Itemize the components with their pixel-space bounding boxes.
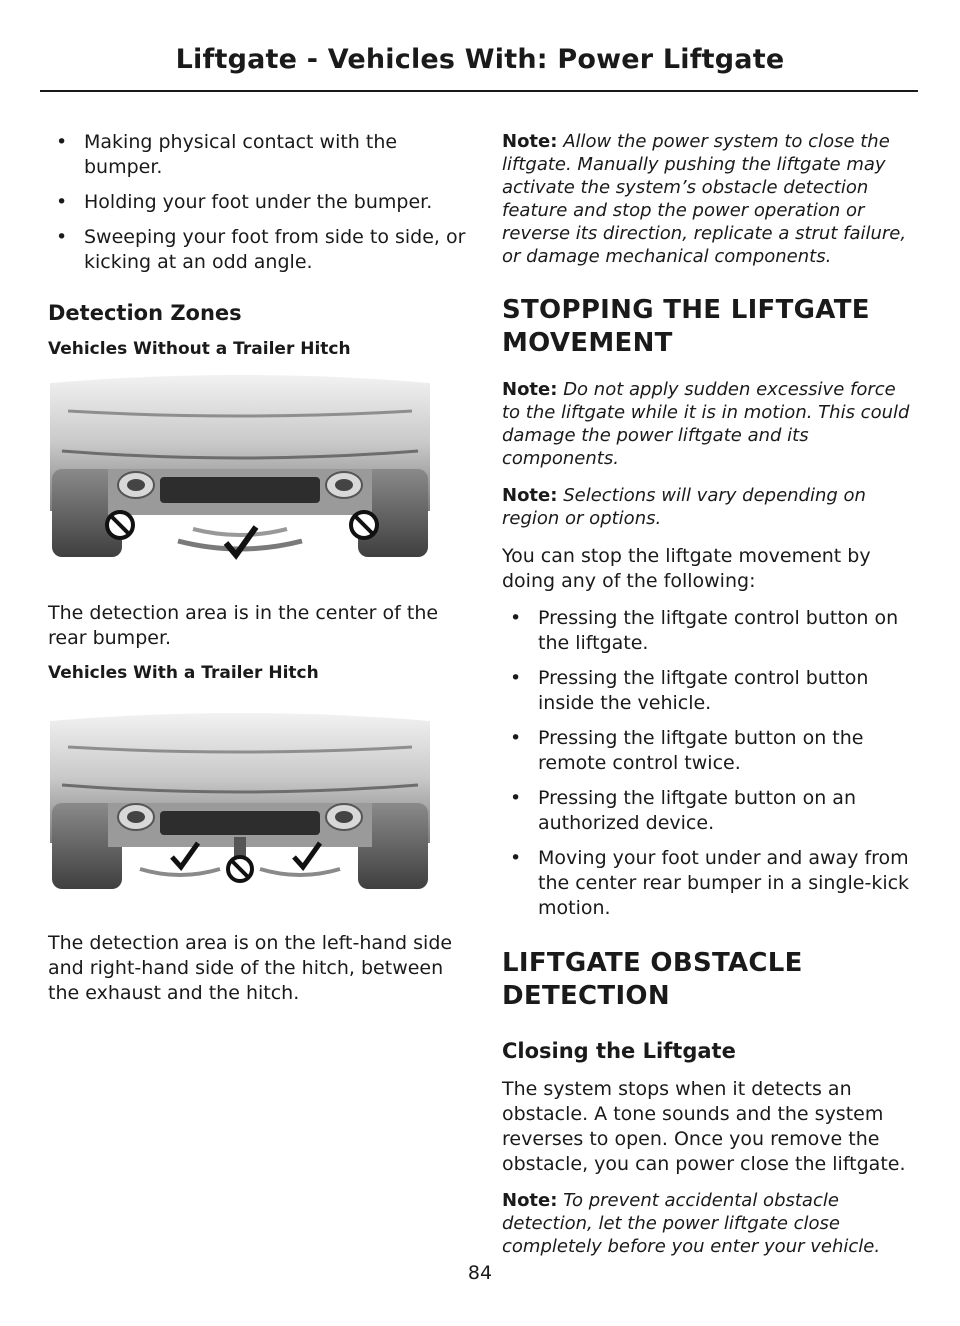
bumper-detection-figure-hitch (48, 711, 432, 901)
header-divider (40, 90, 918, 92)
bumper-detection-figure-no-hitch (48, 373, 432, 573)
closing-heading: Closing the Liftgate (502, 1039, 736, 1063)
without-hitch-heading: Vehicles Without a Trailer Hitch (48, 339, 351, 359)
detection-zones-heading: Detection Zones (48, 301, 242, 325)
list-item: • Pressing the liftgate control button on the liftgate. (510, 607, 899, 654)
no-zone-icon (107, 512, 133, 538)
note-sudden-force (502, 378, 918, 470)
note-text: Allow the power system to close the liftgate. Manually pushing the liftgate may activate the system’s obstacle detection feature and stop the power operation or reverse its direction, replicate a strut failure, or damage mechanical components. (502, 131, 907, 267)
with-hitch-heading: Vehicles With a Trailer Hitch (48, 663, 319, 683)
stop-intro: You can stop the liftgate movement by doing any of the following: (502, 545, 871, 592)
note-label: Note: (502, 379, 558, 400)
no-zone-icon (228, 857, 252, 881)
list-item: • Holding your foot under the bumper. (56, 191, 433, 213)
without-hitch-text: The detection area is in the center of the rear bumper. (48, 602, 439, 649)
note-accidental-detection (502, 1189, 918, 1258)
note-text: Selections will vary depending on region or options. (502, 485, 866, 529)
note-label: Note: (502, 131, 558, 152)
stopping-heading: STOPPING THE LIFTGATE MOVEMENT (502, 295, 870, 358)
list-item: • Sweeping your foot from side to side, or kicking at an odd angle. (56, 226, 466, 273)
note-text: Do not apply sudden excessive force to the liftgate while it is in motion. This could damage the power liftgate and its components. (502, 379, 910, 469)
list-item: • Pressing the liftgate button on the remote control twice. (510, 727, 864, 774)
page-title: Liftgate - Vehicles With: Power Liftgate (175, 44, 785, 75)
page-number: 84 (467, 1262, 493, 1284)
no-zone-icon (351, 512, 377, 538)
list-item: • Moving your foot under and away from the center rear bumper in a single-kick motion. (510, 847, 910, 919)
closing-text: The system stops when it detects an obstacle. A tone sounds and the system reverses to open. Once you remove the obstacle, you can power close the liftgate. (502, 1078, 906, 1175)
obstacle-heading: LIFTGATE OBSTACLE DETECTION (502, 948, 803, 1011)
note-label: Note: (502, 485, 558, 506)
with-hitch-text: The detection area is on the left-hand side and right-hand side of the hitch, between the exhaust and the hitch. (48, 932, 453, 1004)
note-text: To prevent accidental obstacle detection, let the power liftgate close completely before you enter your vehicle. (502, 1190, 881, 1257)
stop-bullet-list (502, 606, 918, 921)
list-item: • Pressing the liftgate control button inside the vehicle. (510, 667, 869, 714)
list-item: • Pressing the liftgate button on an authorized device. (510, 787, 856, 834)
list-item: • Making physical contact with the bumper. (56, 131, 398, 178)
right-column (502, 130, 918, 1272)
kick-bullet-list (48, 130, 468, 275)
left-column (48, 130, 468, 1018)
note-label: Note: (502, 1190, 558, 1211)
car-rear-illustration (48, 373, 432, 573)
note-power-close (502, 130, 918, 268)
note-selections (502, 484, 918, 530)
